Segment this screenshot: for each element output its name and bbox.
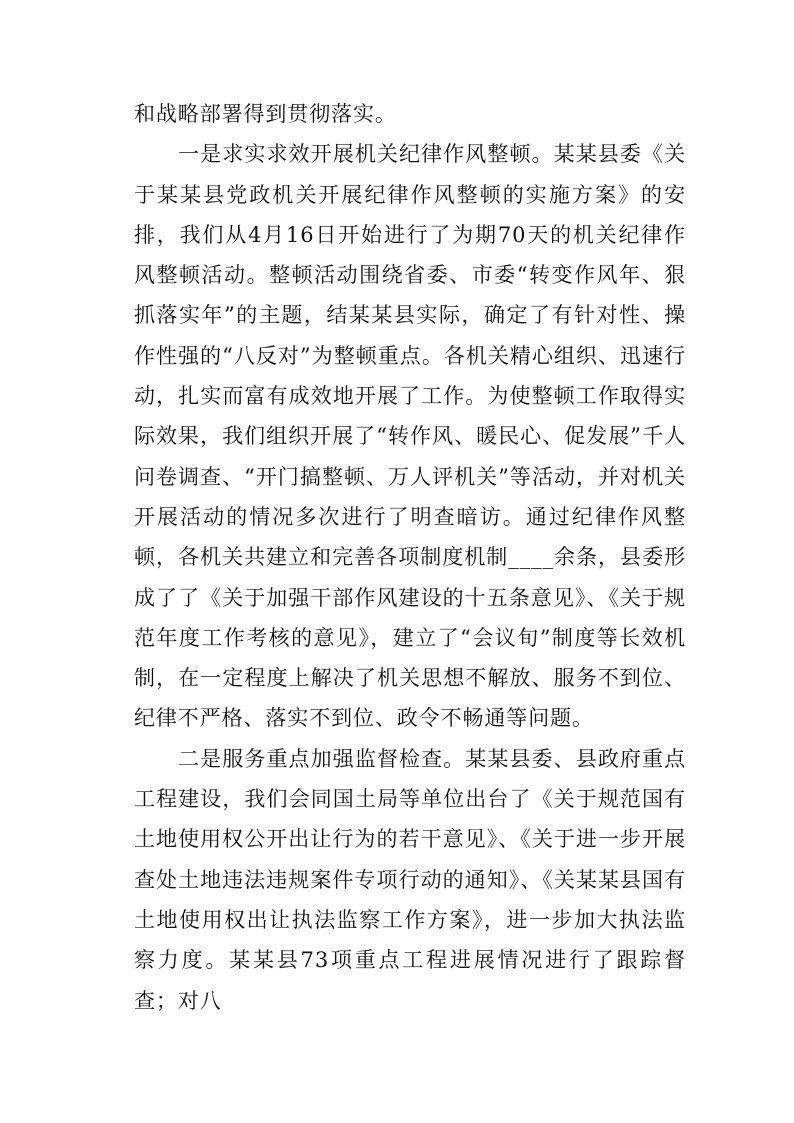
paragraph-supervision-inspection: 二是服务重点加强监督检查。某某县委、县政府重点工程建设，我们会同国土局等单位出台了《关于规范国有土地使用权公开出让行为的若干意见》、《关于进一步开展查处土地违法违规案件专项行动的通知》、《关某某县国有土地使用权出让执法监察工作方案》，进一步加大执法监察力度。某某县73项重点工程进展情况进行了跟踪督查；对八 xyxy=(134,746,686,1013)
document-body xyxy=(134,94,686,1021)
paragraph-discipline-rectification: 一是求实求效开展机关纪律作风整顿。某某县委《关于某某县党政机关开展纪律作风整顿的实施方案》的安排，我们从4月16日开始进行了为期70天的机关纪律作风整顿活动。整顿活动围绕省委、市委“转变作风年、狠抓落实年”的主题，结某某县实际，确定了有针对性、操作性强的“八反对”为整顿重点。各机关精心组织、迅速行动，扎实而富有成效地开展了工作。为使整顿工作取得实际效果，我们组织开展了“转作风、暖民心、促发展”千人问卷调查、“开门搞整顿、万人评机关”等活动，并对机关开展活动的情况多次进行了明查暗访。通过纪律作风整顿，各机关共建立和完善各项制度机制____余条，县委形成了了《关于加强干部作风建设的十五条意见》、《关于规范年度工作考核的意见》，建立了“会议旬”制度等长效机制，在一定程度上解决了机关思想不解放、服务不到位、纪律不严格、落实不到位、政令不畅通等问题。 xyxy=(134,142,686,731)
paragraph-continuation: 和战略部署得到贯彻落实。 xyxy=(134,102,397,126)
